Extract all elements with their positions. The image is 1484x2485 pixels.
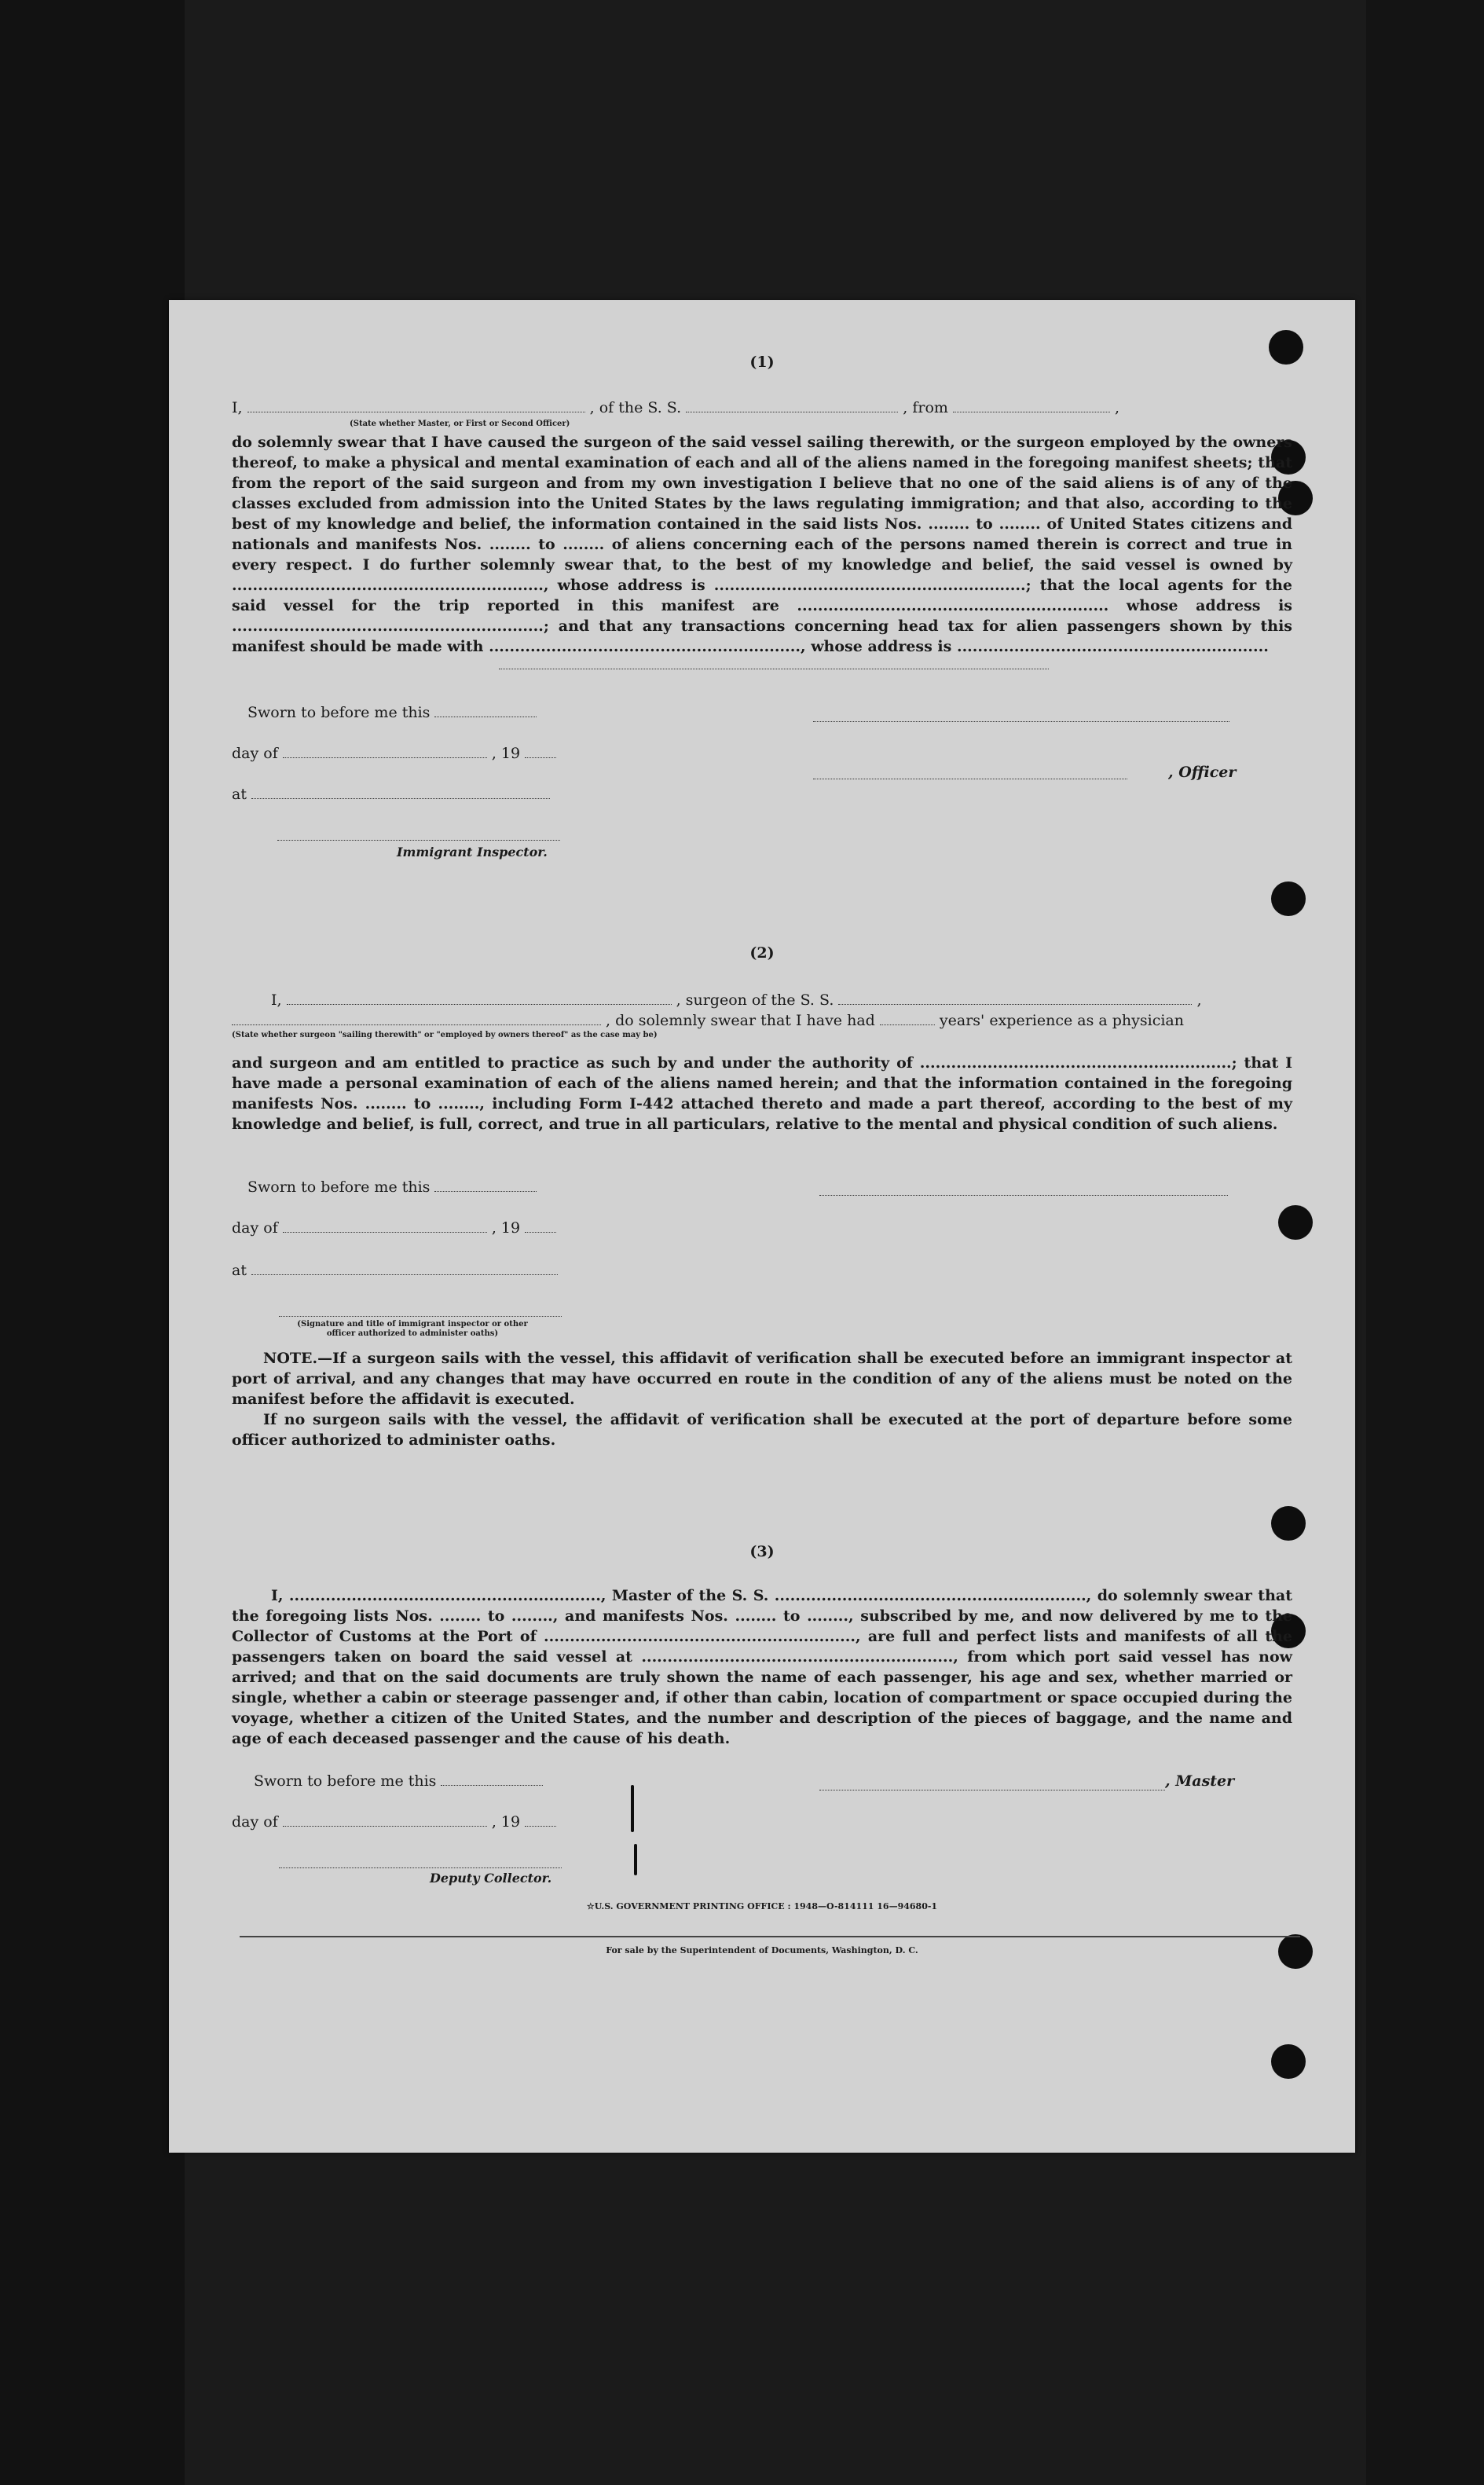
manifest-form-page — [169, 300, 1355, 2153]
sworn-label: Sworn to before me this — [254, 1772, 437, 1790]
sworn-date-blank[interactable] — [441, 1774, 543, 1786]
year-label: , 19 — [491, 745, 521, 762]
master-signature-line[interactable] — [819, 1789, 1165, 1790]
line-comma: , — [1115, 399, 1120, 416]
surgeon-name-blank[interactable] — [287, 993, 672, 1005]
sworn-date-blank[interactable] — [434, 706, 537, 717]
from-port-blank[interactable] — [953, 401, 1110, 412]
surgeon-signature-line[interactable] — [819, 1194, 1228, 1196]
section-1-day-line — [232, 743, 1292, 764]
at-place-blank[interactable] — [251, 787, 550, 799]
month-blank[interactable] — [283, 1221, 487, 1233]
line-comma: , — [1196, 991, 1202, 1009]
section-1-number: (1) — [749, 354, 775, 371]
section-2-day-line — [232, 1218, 1292, 1238]
officer-title-line[interactable] — [813, 778, 1127, 779]
punch-hole — [1271, 2044, 1306, 2079]
scan-smear — [631, 1785, 634, 1832]
solemnly-swear-label: , do solemnly swear that I have had — [606, 1012, 875, 1029]
scan-smear — [634, 1844, 637, 1875]
vessel-name-blank[interactable] — [838, 993, 1192, 1005]
printing-office-line: ☆U.S. GOVERNMENT PRINTING OFFICE : 1948—O-814111 16—94680-1 — [586, 1901, 938, 1911]
surgeon-status-blank[interactable] — [232, 1013, 601, 1025]
deputy-collector-label: Deputy Collector. — [430, 1871, 552, 1886]
address-continuation-line[interactable] — [499, 668, 1049, 669]
officer-label: , Officer — [1168, 764, 1237, 781]
section-1-at-line — [232, 784, 1292, 805]
from-label: , from — [903, 399, 948, 416]
inspector-signature-line[interactable] — [277, 839, 560, 841]
punch-hole — [1271, 881, 1306, 916]
years-experience-label: years' experience as a physician — [939, 1012, 1184, 1029]
day-of-label: day of — [232, 1219, 278, 1237]
for-sale-line: For sale by the Superintendent of Documents, Washington, D. C. — [606, 1945, 918, 1955]
scan-frame-right — [1366, 0, 1484, 2485]
of-the-ss: , of the S. S. — [589, 399, 682, 416]
section-3-oath-text: I, ............................................................, Master of the S. S. ............................................................, do solemnly swear that the foregoing lists Nos. ........ to ........, and manifests Nos. ........ to ........, subscribed by me, and now delivered by me to the Collector of Customs at the Port of ............................................................, are full and perfect lists and manifests of all the passengers taken on board the said vessel at ............................................................, from which port said vessel has now arrived; and that on the said documents are truly shown the name of each passenger, his age and sex, whether married or single, whether a cabin or steerage passenger and, if other than cabin, location of compartment or space occupied during the voyage, whether a citizen of the United States, and the number and description of the pieces of baggage, and the name and age of each deceased passenger and the cause of his death. — [232, 1587, 1292, 1747]
section-2-first-line — [271, 990, 1292, 1010]
sworn-label: Sworn to before me this — [247, 704, 431, 721]
year-blank[interactable] — [525, 746, 556, 758]
month-blank[interactable] — [283, 746, 487, 758]
section-1-oath-text: do solemnly swear that I have caused the surgeon of the said vessel sailing therewith, or the surgeon employed by the owners thereof, to make a physical and mental examination of each and all of the aliens named in the foregoing manifest sheets; that from the report of the said surgeon and from my own investigation I believe that no one of the said aliens is of any of the classes excluded from admission into the United States by the laws regulating immigration; and that also, according to the best of my knowledge and belief, the information contained in the said lists Nos. ........ to ........ of United States citizens and nationals and manifests Nos. ........ to ........ of aliens concerning each of the persons named therein is correct and true in every respect. I do further solemnly swear that, to the best of my knowledge and belief, the said vessel is owned by ............................................................, whose address is ............................................................; that the local agents for the said vessel for the trip reported in this manifest are ............................................................ whose address is ............................................................; and that any transactions concerning head tax for alien passengers shown by this manifest should be made with ............................................................, whose address is ............................................................ — [232, 434, 1292, 655]
surgeon-status-caption: (State whether surgeon "sailing therewith" or "employed by owners thereof" as the case may be) — [232, 1031, 658, 1039]
section-3-number: (3) — [749, 1543, 775, 1560]
sworn-label: Sworn to before me this — [247, 1178, 431, 1196]
at-place-blank[interactable] — [251, 1263, 558, 1275]
inspector-signature-caption: (Signature and title of immigrant inspector or other officer authorized to administer oaths) — [297, 1320, 528, 1338]
section-2-oath-text: and surgeon and am entitled to practice as such by and under the authority of ............................................................; that I have made a personal examination of each of the aliens named herein; and that the information contained in the foregoing manifests Nos. ........ to ........, including Form I-442 attached thereto and made a part thereof, according to the best of my knowledge and belief, is full, correct, and true in all particulars, relative to the mental and physical condition of such aliens. — [232, 1054, 1292, 1133]
year-label: , 19 — [491, 1813, 521, 1831]
punch-hole — [1271, 1506, 1306, 1541]
year-label: , 19 — [491, 1219, 521, 1237]
officer-signature-line[interactable] — [813, 720, 1229, 722]
year-blank[interactable] — [525, 1815, 556, 1827]
vessel-name-blank[interactable] — [686, 401, 898, 412]
officer-rank-caption: (State whether Master, or First or Second Officer) — [350, 420, 570, 428]
deputy-collector-signature-line[interactable] — [279, 1867, 562, 1868]
at-label: at — [232, 786, 247, 803]
footer-rule — [240, 1936, 1300, 1937]
surgeon-of-label: , surgeon of the S. S. — [676, 991, 834, 1009]
sworn-date-blank[interactable] — [434, 1180, 537, 1192]
month-blank[interactable] — [283, 1815, 487, 1827]
inspector-label: Immigrant Inspector. — [397, 845, 548, 859]
section-2-at-line — [232, 1260, 1292, 1281]
section-3-day-line — [232, 1812, 1292, 1832]
day-of-label: day of — [232, 1813, 278, 1831]
oath-i: I, — [232, 399, 243, 416]
years-blank[interactable] — [880, 1013, 935, 1025]
note-no-surgeon: If no surgeon sails with the vessel, the affidavit of verification shall be executed at the port of departure before some officer authorized to administer oaths. — [232, 1411, 1292, 1449]
at-label: at — [232, 1262, 247, 1279]
scan-frame-left — [0, 0, 185, 2485]
oath-i: I, — [271, 991, 282, 1009]
master-label: , Master — [1165, 1772, 1235, 1790]
inspector-signature-line[interactable] — [279, 1315, 562, 1317]
day-of-label: day of — [232, 745, 278, 762]
section-2-second-line — [232, 1010, 1292, 1031]
officer-name-blank[interactable] — [247, 401, 585, 412]
year-blank[interactable] — [525, 1221, 556, 1233]
section-1-first-line — [232, 398, 1292, 418]
section-2-number: (2) — [749, 944, 775, 962]
note-surgeon-sails: NOTE.—If a surgeon sails with the vessel, this affidavit of verification shall be executed before an immigrant inspector at port of arrival, and any changes that may have occurred en route in the condition of any of the aliens must be noted on the manifest before the affidavit is executed. — [232, 1350, 1292, 1408]
